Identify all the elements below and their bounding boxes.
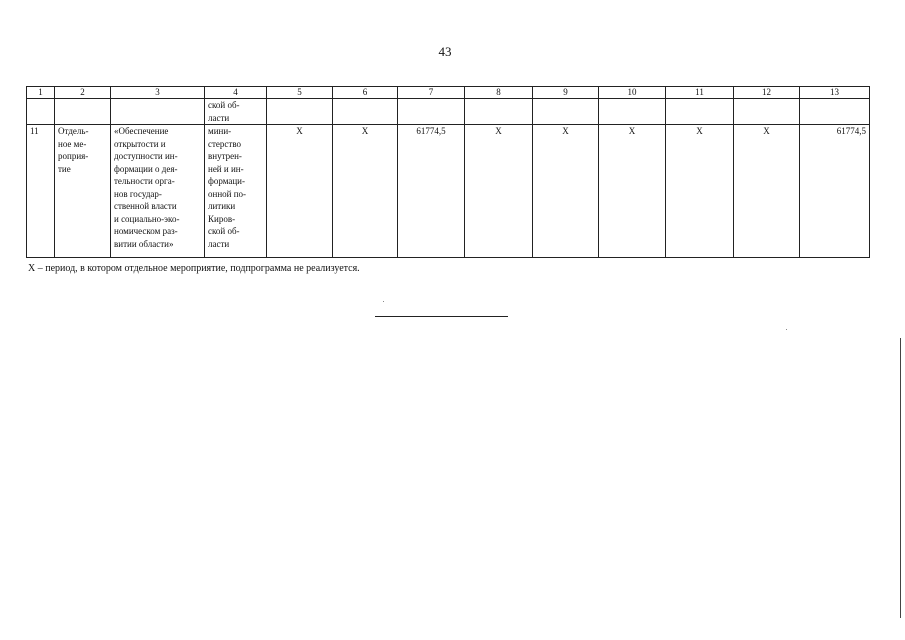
table-cell (465, 99, 533, 125)
column-number-cell: 8 (465, 87, 533, 99)
column-number-cell: 3 (111, 87, 205, 99)
column-number-cell: 5 (267, 87, 333, 99)
footnote: X – период, в котором отдельное мероприятие, подпрограмма не реализуется. (28, 263, 360, 274)
page-number: 43 (438, 44, 452, 59)
table-cell (734, 99, 800, 125)
table-cell (398, 99, 465, 125)
column-number-cell: 11 (666, 87, 734, 99)
executor-continuation-cell (205, 99, 267, 125)
value-cell-12: X (734, 125, 800, 258)
column-number-row (27, 87, 870, 99)
table-cell (267, 99, 333, 125)
measures-table (26, 86, 870, 258)
column-number-cell: 1 (27, 87, 55, 99)
row-number-cell (27, 125, 55, 258)
column-number-cell: 13 (800, 87, 870, 99)
column-number-cell: 4 (205, 87, 267, 99)
column-number-cell: 6 (333, 87, 398, 99)
value-cell-11: X (666, 125, 734, 258)
end-rule (375, 316, 508, 317)
measure-type-cell (55, 125, 111, 258)
column-number-cell: 9 (533, 87, 599, 99)
column-number-cell: 7 (398, 87, 465, 99)
table-cell (55, 99, 111, 125)
measure-type: Отдель- ное ме- роприя- тие (58, 126, 89, 174)
executor-cell (205, 125, 267, 258)
table-cell (800, 99, 870, 125)
table-cell (111, 99, 205, 125)
table-cell (666, 99, 734, 125)
value-cell-13: 61774,5 (800, 125, 870, 258)
value-cell-10: X (599, 125, 666, 258)
value-cell-7: 61774,5 (398, 125, 465, 258)
column-number-cell: 10 (599, 87, 666, 99)
value-cell-9: X (533, 125, 599, 258)
column-number-cell: 12 (734, 87, 800, 99)
measure-name-cell (111, 125, 205, 258)
value-cell-5: X (267, 125, 333, 258)
table-cell (333, 99, 398, 125)
measure-name: «Обеспечение открытости и доступности ин- формации о дея- тельности орга- нов государ- ственной власти и социально-эко- номическом раз- витии области» (114, 126, 180, 249)
scan-speck (383, 301, 384, 302)
row-number: 11 (30, 126, 39, 136)
column-number-cell: 2 (55, 87, 111, 99)
scan-edge-line (900, 338, 901, 618)
scan-speck (786, 329, 787, 330)
table-cell (27, 99, 55, 125)
executor: мини- стерство внутрен- ней и ин- формаци- онной по- литики Киров- ской об- ласти (208, 126, 247, 249)
value-cell-6: X (333, 125, 398, 258)
value-cell-8: X (465, 125, 533, 258)
table-cell (599, 99, 666, 125)
continuation-row (27, 99, 870, 125)
table-cell (533, 99, 599, 125)
table-row (27, 125, 870, 258)
executor-continuation-text: ской об- ласти (208, 100, 240, 123)
